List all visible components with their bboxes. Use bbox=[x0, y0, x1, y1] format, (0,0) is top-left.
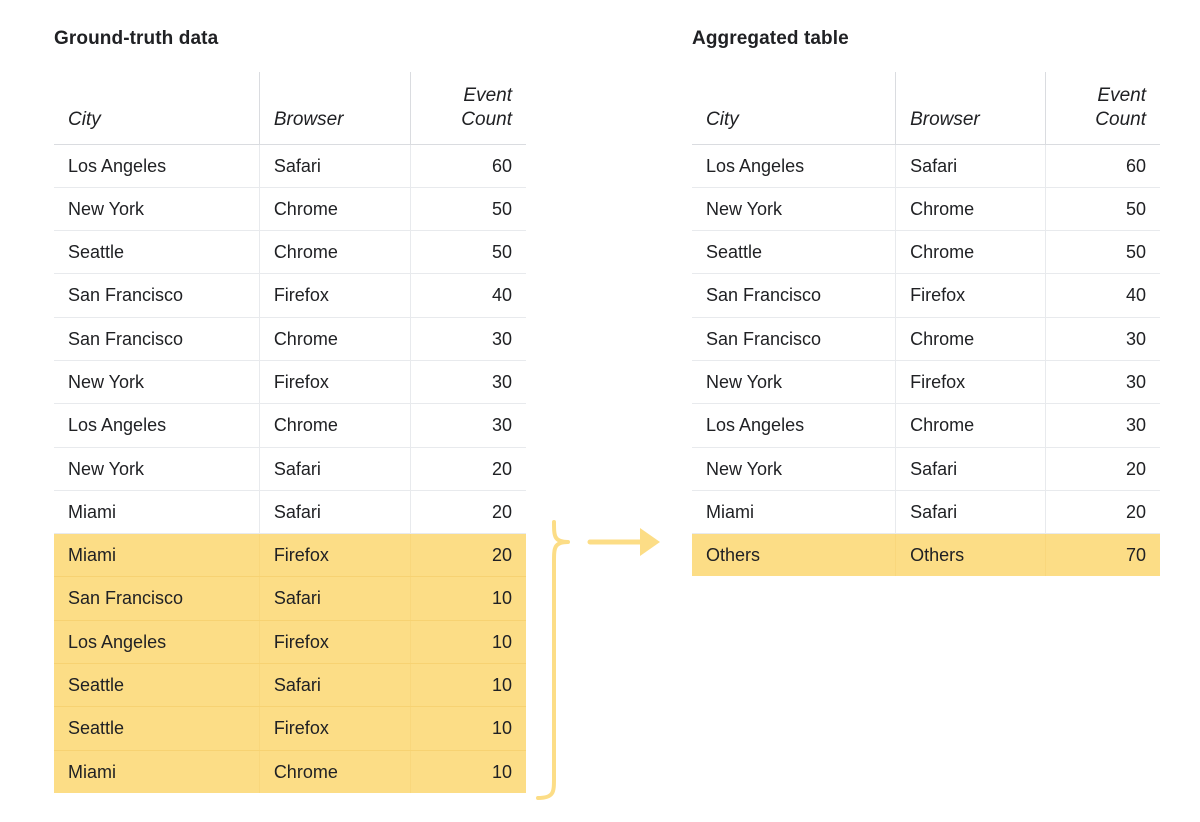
cell-browser: Chrome bbox=[896, 231, 1046, 274]
cell-city: New York bbox=[692, 360, 896, 403]
cell-browser: Firefox bbox=[259, 534, 410, 577]
cell-event-count: 30 bbox=[1045, 317, 1160, 360]
cell-event-count: 60 bbox=[1045, 144, 1160, 187]
cell-event-count: 30 bbox=[1045, 360, 1160, 403]
cell-city: Miami bbox=[692, 490, 896, 533]
cell-browser: Chrome bbox=[896, 187, 1046, 230]
cell-browser: Safari bbox=[896, 144, 1046, 187]
aggregated-title: Aggregated table bbox=[692, 28, 849, 49]
table-row bbox=[54, 231, 526, 274]
column-header-browser: Browser bbox=[896, 72, 1046, 144]
cell-city: New York bbox=[54, 447, 259, 490]
column-header-city: City bbox=[692, 72, 896, 144]
cell-browser: Chrome bbox=[896, 317, 1046, 360]
table-header-row bbox=[692, 72, 1160, 144]
cell-browser: Firefox bbox=[896, 360, 1046, 403]
table-row bbox=[54, 187, 526, 230]
table-header-row bbox=[54, 72, 526, 144]
cell-city: Los Angeles bbox=[54, 144, 259, 187]
cell-event-count: 10 bbox=[410, 750, 526, 793]
cell-browser: Others bbox=[896, 534, 1046, 577]
cell-city: San Francisco bbox=[54, 274, 259, 317]
table-row bbox=[54, 274, 526, 317]
table-row bbox=[54, 317, 526, 360]
cell-city: Miami bbox=[54, 534, 259, 577]
table-row bbox=[692, 231, 1160, 274]
cell-browser: Chrome bbox=[259, 231, 410, 274]
table-row bbox=[54, 404, 526, 447]
cell-event-count: 20 bbox=[410, 534, 526, 577]
table-row bbox=[692, 447, 1160, 490]
ground-truth-table-body bbox=[54, 144, 526, 793]
table-row bbox=[54, 360, 526, 403]
table-row-highlighted bbox=[54, 577, 526, 620]
cell-city: New York bbox=[54, 187, 259, 230]
cell-city: San Francisco bbox=[692, 317, 896, 360]
cell-city: San Francisco bbox=[54, 317, 259, 360]
cell-event-count: 40 bbox=[1045, 274, 1160, 317]
cell-city: Seattle bbox=[54, 231, 259, 274]
cell-browser: Chrome bbox=[259, 317, 410, 360]
cell-browser: Safari bbox=[259, 144, 410, 187]
cell-browser: Chrome bbox=[259, 187, 410, 230]
cell-browser: Safari bbox=[259, 490, 410, 533]
cell-city: Los Angeles bbox=[692, 144, 896, 187]
cell-event-count: 30 bbox=[410, 360, 526, 403]
table-row bbox=[54, 144, 526, 187]
table-row-highlighted bbox=[692, 534, 1160, 577]
cell-event-count: 10 bbox=[410, 707, 526, 750]
cell-city: Others bbox=[692, 534, 896, 577]
table-row bbox=[692, 187, 1160, 230]
cell-browser: Firefox bbox=[259, 620, 410, 663]
cell-browser: Safari bbox=[259, 447, 410, 490]
table-row bbox=[54, 490, 526, 533]
cell-event-count: 10 bbox=[410, 664, 526, 707]
cell-event-count: 40 bbox=[410, 274, 526, 317]
table-row-highlighted bbox=[54, 620, 526, 663]
cell-event-count: 50 bbox=[410, 231, 526, 274]
column-header-city: City bbox=[54, 72, 259, 144]
cell-browser: Chrome bbox=[896, 404, 1046, 447]
cell-event-count: 30 bbox=[410, 404, 526, 447]
table-row bbox=[54, 447, 526, 490]
cell-browser: Firefox bbox=[259, 360, 410, 403]
cell-city: Seattle bbox=[54, 664, 259, 707]
cell-event-count: 50 bbox=[1045, 187, 1160, 230]
cell-event-count: 10 bbox=[410, 577, 526, 620]
ground-truth-table bbox=[54, 72, 526, 793]
cell-browser: Firefox bbox=[896, 274, 1046, 317]
aggregated-panel bbox=[692, 28, 1160, 576]
table-row bbox=[692, 144, 1160, 187]
ground-truth-title: Ground-truth data bbox=[54, 28, 219, 49]
aggregated-table-body bbox=[692, 144, 1160, 576]
cell-city: Los Angeles bbox=[54, 620, 259, 663]
column-header-event-count: Event Count bbox=[410, 72, 526, 144]
cell-browser: Safari bbox=[259, 577, 410, 620]
cell-event-count: 50 bbox=[1045, 231, 1160, 274]
cell-event-count: 70 bbox=[1045, 534, 1160, 577]
cell-city: San Francisco bbox=[54, 577, 259, 620]
cell-event-count: 30 bbox=[1045, 404, 1160, 447]
table-row bbox=[692, 404, 1160, 447]
table-row bbox=[692, 317, 1160, 360]
column-header-browser: Browser bbox=[259, 72, 410, 144]
cell-browser: Safari bbox=[896, 490, 1046, 533]
table-row-highlighted bbox=[54, 750, 526, 793]
cell-browser: Safari bbox=[896, 447, 1046, 490]
ground-truth-panel bbox=[54, 28, 526, 793]
table-row-highlighted bbox=[54, 534, 526, 577]
cell-event-count: 20 bbox=[1045, 490, 1160, 533]
cell-city: San Francisco bbox=[692, 274, 896, 317]
cell-event-count: 20 bbox=[410, 447, 526, 490]
table-row bbox=[692, 360, 1160, 403]
cell-city: New York bbox=[692, 187, 896, 230]
cell-event-count: 30 bbox=[410, 317, 526, 360]
cell-browser: Chrome bbox=[259, 404, 410, 447]
cell-city: Los Angeles bbox=[692, 404, 896, 447]
cell-event-count: 20 bbox=[1045, 447, 1160, 490]
cell-event-count: 60 bbox=[410, 144, 526, 187]
cell-city: Miami bbox=[54, 490, 259, 533]
column-header-event-count: Event Count bbox=[1045, 72, 1160, 144]
cell-browser: Firefox bbox=[259, 707, 410, 750]
brace-arrow-icon bbox=[528, 520, 692, 810]
table-row-highlighted bbox=[54, 707, 526, 750]
cell-browser: Firefox bbox=[259, 274, 410, 317]
cell-city: New York bbox=[692, 447, 896, 490]
cell-event-count: 20 bbox=[410, 490, 526, 533]
cell-browser: Chrome bbox=[259, 750, 410, 793]
aggregated-table bbox=[692, 72, 1160, 576]
cell-event-count: 10 bbox=[410, 620, 526, 663]
cell-event-count: 50 bbox=[410, 187, 526, 230]
table-row bbox=[692, 274, 1160, 317]
cell-browser: Safari bbox=[259, 664, 410, 707]
table-row-highlighted bbox=[54, 664, 526, 707]
cell-city: Seattle bbox=[692, 231, 896, 274]
cell-city: Los Angeles bbox=[54, 404, 259, 447]
cell-city: New York bbox=[54, 360, 259, 403]
table-row bbox=[692, 490, 1160, 533]
cell-city: Miami bbox=[54, 750, 259, 793]
cell-city: Seattle bbox=[54, 707, 259, 750]
